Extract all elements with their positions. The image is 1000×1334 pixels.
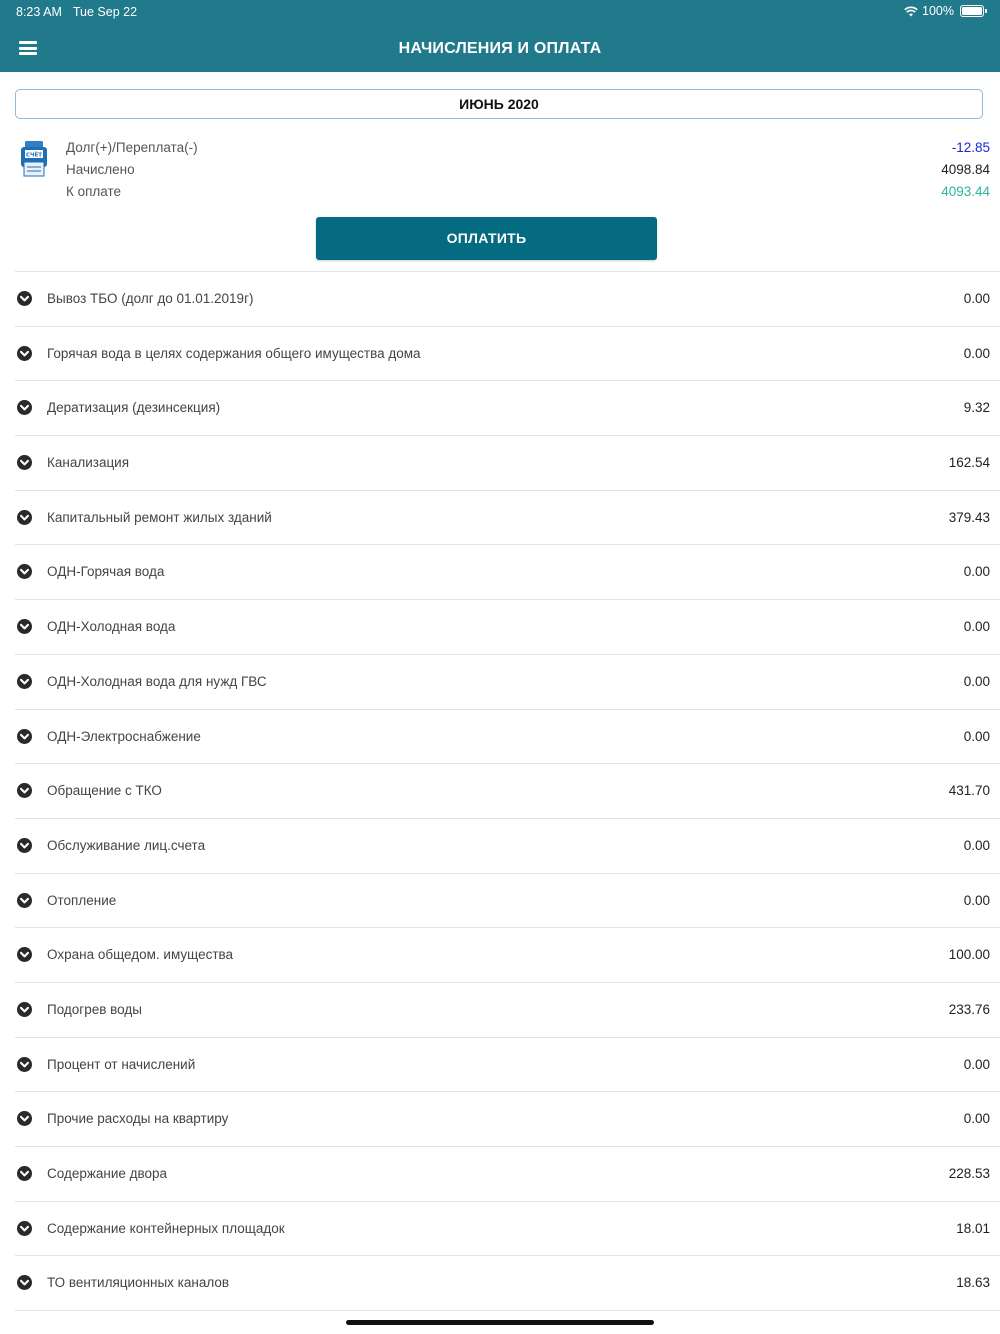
chevron-down-icon[interactable]: [17, 619, 32, 634]
invoice-icon: [20, 140, 48, 180]
status-clock: [16, 5, 137, 19]
chevron-down-icon[interactable]: [17, 346, 32, 361]
chevron-down-icon[interactable]: [17, 1002, 32, 1017]
charge-row[interactable]: [15, 874, 1000, 929]
charge-row[interactable]: [15, 600, 1000, 655]
charge-name: Прочие расходы на квартиру: [47, 1111, 229, 1127]
charged-value: 4098.84: [941, 162, 990, 177]
charge-value: 0.00: [963, 291, 990, 306]
charge-value: 0.00: [963, 673, 990, 689]
charge-value: 0.00: [963, 345, 990, 361]
chevron-down-icon[interactable]: [17, 455, 32, 470]
status-bar: [0, 0, 1000, 24]
battery-percent: 100%: [922, 4, 954, 18]
chevron-down-icon[interactable]: [17, 1166, 32, 1181]
charge-name: Содержание контейнерных площадок: [47, 1220, 285, 1236]
charge-name: Дератизация (дезинсекция): [47, 400, 221, 416]
charge-row[interactable]: [15, 764, 1000, 819]
charge-value: 9.32: [963, 400, 990, 416]
status-time: 8:23 AM: [16, 5, 62, 19]
charge-value: 379.43: [948, 509, 990, 525]
chevron-down-icon[interactable]: [17, 1275, 32, 1290]
pay-button[interactable]: ОПЛАТИТЬ: [316, 217, 657, 260]
charge-name: ОДН-Холодная вода для нужд ГВС: [47, 673, 267, 689]
charge-value: 0.00: [963, 837, 990, 853]
charge-name: Содержание двора: [47, 1166, 168, 1181]
charge-value: 18.01: [956, 1220, 990, 1236]
to-pay-value: 4093.44: [941, 184, 990, 199]
chevron-down-icon[interactable]: [17, 947, 32, 962]
charge-value: 0.00: [963, 892, 990, 908]
charge-value: 18.63: [956, 1275, 990, 1291]
chevron-down-icon[interactable]: [17, 1111, 32, 1126]
charge-name: ОДН-Электроснабжение: [47, 728, 201, 744]
chevron-down-icon[interactable]: [17, 564, 32, 579]
charge-value: 162.54: [948, 455, 990, 471]
charge-name: ТО вентиляционных каналов: [47, 1275, 230, 1291]
status-date: Tue Sep 22: [72, 5, 138, 19]
charge-name: Охрана общедом. имущества: [47, 947, 234, 963]
charge-value: 0.00: [963, 619, 990, 635]
charges-list: [15, 271, 1000, 1311]
app-header: [0, 24, 1000, 72]
charge-value: 0.00: [963, 564, 990, 580]
charge-name: ОДН-Горячая вода: [47, 564, 165, 580]
charge-name: Подогрев воды: [47, 1001, 142, 1017]
charge-row[interactable]: [15, 545, 1000, 600]
charge-row[interactable]: [15, 1202, 1000, 1257]
chevron-down-icon[interactable]: [17, 1057, 32, 1072]
to-pay-label: К оплате: [66, 184, 122, 199]
page-title: НАЧИСЛЕНИЯ И ОПЛАТА: [398, 40, 602, 57]
charge-row[interactable]: [15, 381, 1000, 436]
summary-values: [941, 140, 990, 206]
charge-name: Горячая вода в целях содержания общего имущества дома: [47, 345, 421, 361]
charge-name: Капитальный ремонт жилых зданий: [47, 509, 272, 525]
charge-value: 0.00: [963, 1111, 990, 1127]
charge-row[interactable]: [15, 1092, 1000, 1147]
chevron-down-icon[interactable]: [17, 1221, 32, 1236]
charge-name: Процент от начислений: [47, 1056, 196, 1072]
charge-row[interactable]: [15, 983, 1000, 1038]
debt-label: Долг(+)/Переплата(-): [66, 140, 198, 155]
charge-value: 0.00: [963, 728, 990, 744]
wifi-icon: [904, 6, 918, 17]
charge-row[interactable]: [15, 1256, 1000, 1311]
debt-value: -12.85: [951, 140, 990, 155]
chevron-down-icon[interactable]: [17, 783, 32, 798]
charge-row[interactable]: [15, 710, 1000, 765]
charge-value: 0.00: [963, 1056, 990, 1072]
chevron-down-icon[interactable]: [17, 893, 32, 908]
charge-row[interactable]: [15, 272, 1000, 327]
charge-name: Обращение с ТКО: [47, 783, 162, 799]
chevron-down-icon[interactable]: [17, 400, 32, 415]
charge-row[interactable]: [15, 655, 1000, 710]
chevron-down-icon[interactable]: [17, 510, 32, 525]
charge-value: 228.53: [948, 1166, 990, 1181]
charged-label: Начислено: [66, 162, 135, 177]
invoice-icon-label: СЧЁТ: [26, 152, 42, 159]
summary-labels: [66, 140, 198, 206]
chevron-down-icon[interactable]: [17, 291, 32, 306]
charge-name: Вывоз ТБО (долг до 01.01.2019г): [47, 291, 254, 306]
charge-row[interactable]: [15, 436, 1000, 491]
charge-row[interactable]: [15, 1147, 1000, 1202]
chevron-down-icon[interactable]: [17, 838, 32, 853]
charge-row[interactable]: [15, 819, 1000, 874]
charge-name: ОДН-Холодная вода: [47, 619, 176, 635]
charge-row[interactable]: [15, 1038, 1000, 1093]
charge-row[interactable]: [15, 928, 1000, 983]
charge-name: Отопление: [47, 892, 117, 908]
period-selector[interactable]: ИЮНЬ 2020: [15, 89, 983, 119]
charge-value: 233.76: [948, 1001, 990, 1017]
charge-name: Канализация: [47, 455, 130, 471]
battery-icon: [960, 5, 984, 17]
status-indicators: [904, 4, 984, 18]
home-indicator: [346, 1320, 654, 1325]
charge-value: 100.00: [948, 947, 990, 963]
charge-row[interactable]: [15, 491, 1000, 546]
chevron-down-icon[interactable]: [17, 729, 32, 744]
charge-value: 431.70: [948, 783, 990, 799]
charge-row[interactable]: [15, 327, 1000, 382]
chevron-down-icon[interactable]: [17, 674, 32, 689]
charge-name: Обслуживание лиц.счета: [47, 837, 206, 853]
